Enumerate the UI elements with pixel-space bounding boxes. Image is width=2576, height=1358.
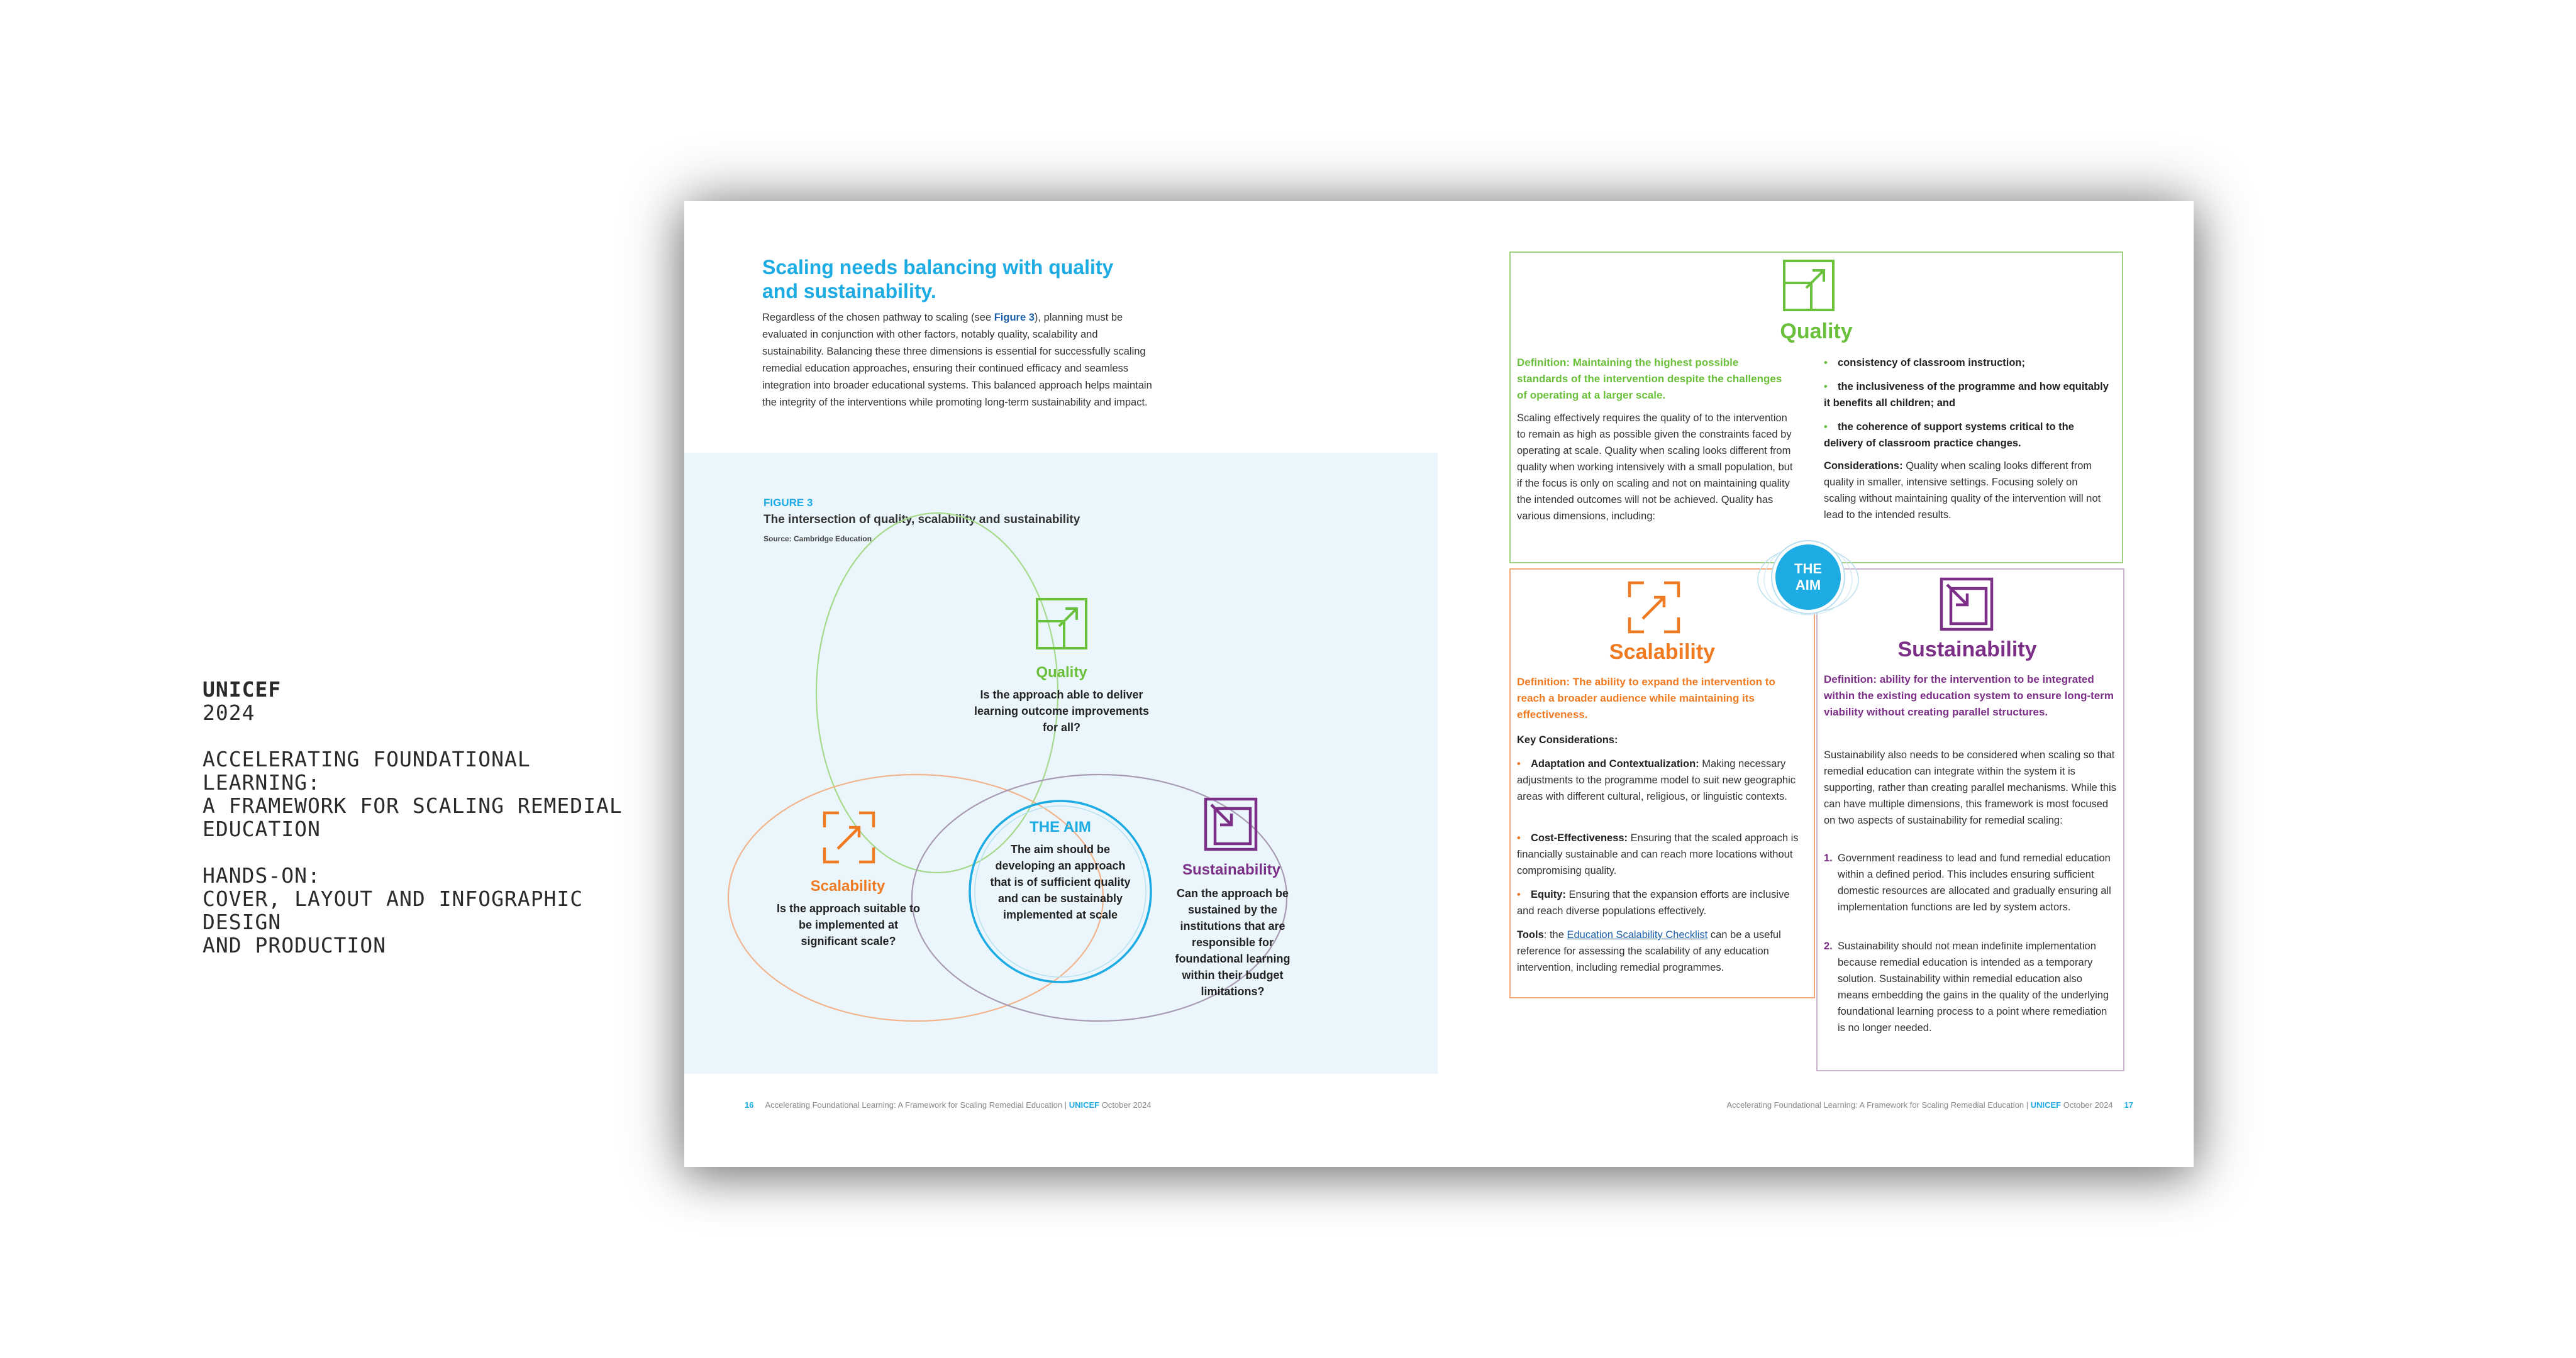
item-text: Government readiness to lead and fund remedial education within a defined period. This includes ensuring sufficient domestic resources are allocated and gradually ensuring all implementation functions are led by system actors. xyxy=(1838,853,2111,913)
aim-heading: THE AIM xyxy=(1030,819,1091,836)
considerations-label: Considerations: xyxy=(1824,460,1903,472)
sustainability-definition: Definition: ability for the intervention to be integrated within the existing education system to ensure long-term viability without creating parallel structures. xyxy=(1824,673,2114,718)
scalability-definition: Definition: The ability to expand the intervention to reach a broader audience while maintaining its effectiveness. xyxy=(1517,676,1775,720)
body-text: Regardless of the chosen pathway to scaling (see xyxy=(762,312,994,323)
aim-badge-line: AIM xyxy=(1795,577,1821,593)
tools-label: Tools xyxy=(1517,929,1544,941)
quality-body: Scaling effectively requires the quality of to the intervention to remain as high as possible given the constraints faced by operating at scale. Quality when scaling looks different from quality when working intensively with a small population, but if the focus is only on scaling and not on maintaining quality the intended outcomes will not be achieved. Quality has various dimensions, including: xyxy=(1517,412,1793,522)
considerations-text: Quality when scaling looks different from quality in smaller, intensive settings. Focusing solely on scaling without maintaining quality of the intervention will not lead to the intended results. xyxy=(1824,460,2101,521)
scalability-checklist-link[interactable]: Education Scalability Checklist xyxy=(1567,929,1708,941)
caption-title-line: A FRAMEWORK FOR SCALING REMEDIAL xyxy=(203,793,623,818)
section-body xyxy=(762,309,1152,411)
quality-heading: Quality xyxy=(1036,664,1087,681)
figure-title: The intersection of quality, scalability and sustainability xyxy=(763,513,1080,526)
scalability-question: Is the approach suitable to be implemented at significant scale? xyxy=(776,902,921,947)
quality-expand-icon xyxy=(1035,597,1088,650)
tools-text: : the xyxy=(1543,929,1567,941)
scalability-tools xyxy=(1517,927,1804,976)
quality-bullet-text: the inclusiveness of the programme and how equitably it benefits all children; and xyxy=(1824,381,2109,409)
caption-role-line: AND PRODUCTION xyxy=(203,933,387,958)
figure-reference-link[interactable]: Figure 3 xyxy=(994,312,1035,323)
item-label: Cost-Effectiveness: xyxy=(1531,832,1628,844)
aim-statement: The aim should be developing an approach that is of sufficient quality and can be sustainably implemented at scale xyxy=(990,843,1131,921)
footer-date: October 2024 xyxy=(2063,1100,2113,1110)
scalability-box-heading: Scalability xyxy=(1609,640,1716,664)
document-spread xyxy=(684,201,2194,1167)
quality-bullet: • the coherence of support systems critical to the delivery of classroom practice changes. xyxy=(1824,421,2074,449)
sustainability-box-heading: Sustainability xyxy=(1897,638,2037,661)
footer-date: October 2024 xyxy=(1101,1100,1152,1110)
sustainability-heading: Sustainability xyxy=(1182,861,1281,878)
figure-panel xyxy=(684,453,1438,1074)
quality-bullet-text: the coherence of support systems critical to the delivery of classroom practice changes. xyxy=(1824,421,2074,449)
footer-text: Accelerating Foundational Learning: A Framework for Scaling Remedial Education | xyxy=(765,1100,1067,1110)
page-number: 16 xyxy=(745,1100,754,1110)
portfolio-caption xyxy=(203,678,630,957)
scalability-heading: Scalability xyxy=(810,878,886,895)
footer-brand: UNICEF xyxy=(1069,1100,1100,1110)
item-text: Sustainability should not mean indefinite implementation because remedial education is intended as a temporary solution. Sustainability within remedial education also means embedding the gains in the quality of the underlying foundational learning process to a point where remediation is no longer needed. xyxy=(1838,941,2109,1034)
footer-text: Accelerating Foundational Learning: A Framework for Scaling Remedial Education | xyxy=(1726,1100,2029,1110)
aim-badge-line: THE xyxy=(1794,561,1822,577)
item-text: Making necessary adjustments to the programme model to suit new geographic areas with different cultural, religious, or linguistic contexts. xyxy=(1517,758,1796,802)
caption-title-line: ACCELERATING FOUNDATIONAL LEARNING: xyxy=(203,747,531,795)
sustainability-item: 2. Sustainability should not mean indefinite implementation because remedial education is intended as a temporary solution. Sustainability within remedial education also means embedding the gains in the quality of the underlying foundational learning process to a point where remediation is no longer needed. xyxy=(1824,938,2117,1036)
key-considerations-label: Key Considerations: xyxy=(1517,734,1618,746)
figure-source: Source: Cambridge Education xyxy=(763,534,872,543)
body-text: ), planning must be evaluated in conjunction with other factors, notably quality, scalability and sustainability. Balancing these three dimensions is essential for successfully scaling remedial education approaches, ensuring their continued efficacy and seamless integration into broader educational systems. This balanced approach helps maintain the integrity of the interventions while promoting long-term sustainability and impact. xyxy=(762,312,1152,408)
scalability-arrows-icon xyxy=(1628,581,1680,634)
footer-brand: UNICEF xyxy=(2030,1100,2062,1110)
sustainability-body: Sustainability also needs to be considered when scaling so that remedial education can integrate within the system it is supporting, rather than creating parallel mechanisms. While this can have multiple dimensions, this framework is most focused on two aspects of sustainability for remedial scaling: xyxy=(1824,749,2116,826)
caption-year: 2024 xyxy=(203,700,255,725)
quality-considerations xyxy=(1824,458,2107,523)
item-text: Ensuring that the expansion efforts are inclusive and reach diverse populations effectively. xyxy=(1517,889,1790,917)
item-label: Equity: xyxy=(1531,889,1566,900)
caption-title-line: EDUCATION xyxy=(203,817,321,841)
item-label: Adaptation and Contextualization: xyxy=(1531,758,1699,770)
quality-expand-icon xyxy=(1782,259,1835,312)
left-page-footer xyxy=(733,1100,1151,1110)
page-number: 17 xyxy=(2124,1100,2133,1110)
quality-bullet-text: consistency of classroom instruction; xyxy=(1838,357,2025,368)
scalability-arrows-icon xyxy=(823,811,875,864)
caption-role-line: COVER, LAYOUT AND INFOGRAPHIC DESIGN xyxy=(203,886,584,934)
item-text: Ensuring that the scaled approach is financially sustainable and can reach more locations without compromising quality. xyxy=(1517,832,1799,876)
scalability-item: • Adaptation and Contextualization: Making necessary adjustments to the programme model to suit new geographic areas with different cultural, religious, or linguistic contexts. xyxy=(1517,758,1796,802)
caption-org: UNICEF xyxy=(203,677,282,702)
sustainability-question: Can the approach be sustained by the institutions that are responsible for foundational learning within their budget limitations? xyxy=(1175,887,1291,998)
scalability-item: • Equity: Ensuring that the expansion efforts are inclusive and reach diverse populations effectively. xyxy=(1517,889,1790,917)
sustainability-compress-icon xyxy=(1940,577,1994,631)
tools-text: can be a useful reference for assessing the scalability of any education intervention, including remedial programmes. xyxy=(1517,929,1781,973)
section-title: Scaling needs balancing with quality and sustainability. xyxy=(762,256,1114,302)
quality-question: Is the approach able to deliver learning outcome improvements for all? xyxy=(974,688,1150,734)
figure-label: FIGURE 3 xyxy=(763,497,813,509)
sustainability-item: 1. Government readiness to lead and fund remedial education within a defined period. This includes ensuring sufficient domestic resources are allocated and gradually ensuring all implementation functions are led by system actors. xyxy=(1824,850,2117,915)
quality-definition: Definition: Maintaining the highest possible standards of the intervention despite the challenges of operating at a larger scale. xyxy=(1517,356,1782,401)
sustainability-compress-icon xyxy=(1204,797,1258,851)
right-page-footer xyxy=(1727,1100,2145,1110)
scalability-item: • Cost-Effectiveness: Ensuring that the scaled approach is financially sustainable and can reach more locations without compromising quality. xyxy=(1517,832,1799,876)
quality-bullet: • consistency of classroom instruction; xyxy=(1824,357,2025,368)
quality-bullet: • the inclusiveness of the programme and how equitably it benefits all children; and xyxy=(1824,381,2109,409)
quality-box-heading: Quality xyxy=(1780,319,1853,343)
caption-role-line: HANDS-ON: xyxy=(203,863,321,888)
aim-badge xyxy=(1775,544,1841,610)
